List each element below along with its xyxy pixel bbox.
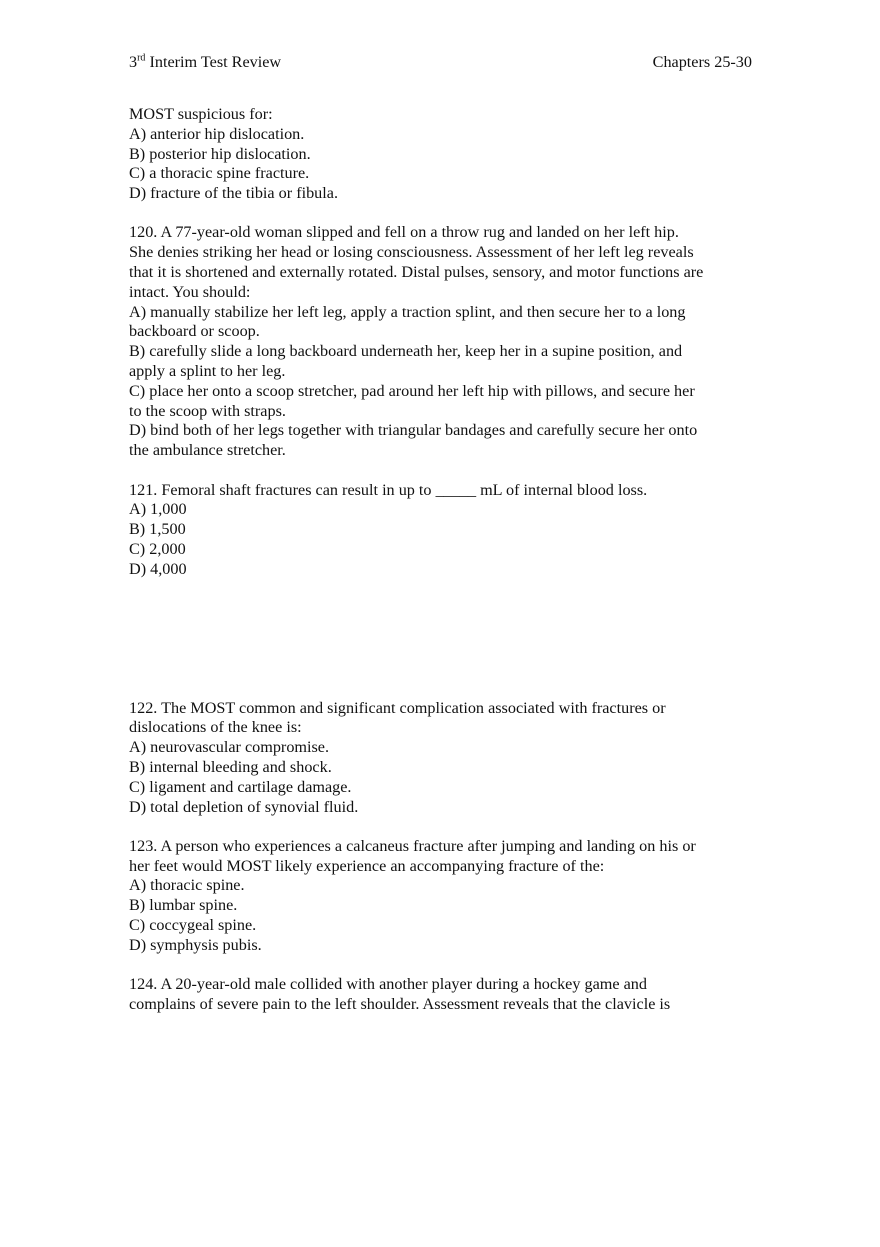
answer-option: D) symphysis pubis. <box>129 935 262 954</box>
question-text: that it is shortened and externally rotated. Distal pulses, sensory, and motor functions are <box>129 263 704 282</box>
spacer <box>129 580 752 699</box>
question-text: She denies striking her head or losing consciousness. Assessment of her left leg reveals <box>129 243 694 262</box>
question-text: 122. The MOST common and significant complication associated with fractures or <box>129 698 666 717</box>
question-122 <box>129 699 752 818</box>
question-124 <box>129 975 752 1015</box>
answer-option: apply a splint to her leg. <box>129 362 286 381</box>
answer-option: to the scoop with straps. <box>129 401 286 420</box>
question-text: complains of severe pain to the left shoulder. Assessment reveals that the clavicle is <box>129 994 671 1013</box>
answer-option: D) bind both of her legs together with triangular bandages and carefully secure her onto <box>129 421 698 440</box>
answer-option: D) fracture of the tibia or fibula. <box>129 184 338 203</box>
question-text: 121. Femoral shaft fractures can result in up to _____ mL of internal blood loss. <box>129 480 648 499</box>
header-chapters: Chapters 25-30 <box>652 53 752 71</box>
question-list <box>129 105 752 1015</box>
answer-option: backboard or scoop. <box>129 322 260 341</box>
question-text: dislocations of the knee is: <box>129 718 302 737</box>
spacer <box>129 817 752 837</box>
answer-option: D) 4,000 <box>129 559 187 578</box>
spacer <box>129 956 752 976</box>
answer-option: C) coccygeal spine. <box>129 916 257 934</box>
answer-option: the ambulance stretcher. <box>129 441 286 460</box>
answer-option: C) ligament and cartilage damage. <box>129 777 352 796</box>
question-text: 123. A person who experiences a calcaneus fracture after jumping and landing on his or <box>129 836 696 855</box>
answer-option: C) place her onto a scoop stretcher, pad around her left hip with pillows, and secure her <box>129 381 695 400</box>
answer-option: B) internal bleeding and shock. <box>129 757 332 776</box>
answer-option: D) total depletion of synovial fluid. <box>129 797 359 816</box>
header-title: 3rd Interim Test Review <box>129 52 282 71</box>
question-text: MOST suspicious for: <box>129 105 273 123</box>
answer-option: C) 2,000 <box>129 539 186 558</box>
question-text: 120. A 77-year-old woman slipped and fell on a throw rug and landed on her left hip. <box>129 223 679 242</box>
answer-option: A) anterior hip dislocation. <box>129 124 305 143</box>
answer-option: A) neurovascular compromise. <box>129 738 330 757</box>
answer-option: B) posterior hip dislocation. <box>129 144 311 163</box>
answer-option: A) thoracic spine. <box>129 876 245 895</box>
question-123 <box>129 837 752 956</box>
page-header <box>129 53 752 73</box>
answer-option: A) 1,000 <box>129 500 187 519</box>
question-121 <box>129 481 752 580</box>
question-119-continued <box>129 105 752 204</box>
question-text: intact. You should: <box>129 282 251 301</box>
answer-option: A) manually stabilize her left leg, apply a traction splint, and then secure her to a long <box>129 302 686 321</box>
question-120 <box>129 223 752 461</box>
question-text: her feet would MOST likely experience an accompanying fracture of the: <box>129 856 605 875</box>
question-text: 124. A 20-year-old male collided with another player during a hockey game and <box>129 975 647 994</box>
spacer <box>129 461 752 481</box>
answer-option: C) a thoracic spine fracture. <box>129 164 310 183</box>
spacer <box>129 204 752 224</box>
answer-option: B) carefully slide a long backboard underneath her, keep her in a supine position, and <box>129 342 683 361</box>
answer-option: B) lumbar spine. <box>129 896 238 915</box>
answer-option: B) 1,500 <box>129 520 186 539</box>
